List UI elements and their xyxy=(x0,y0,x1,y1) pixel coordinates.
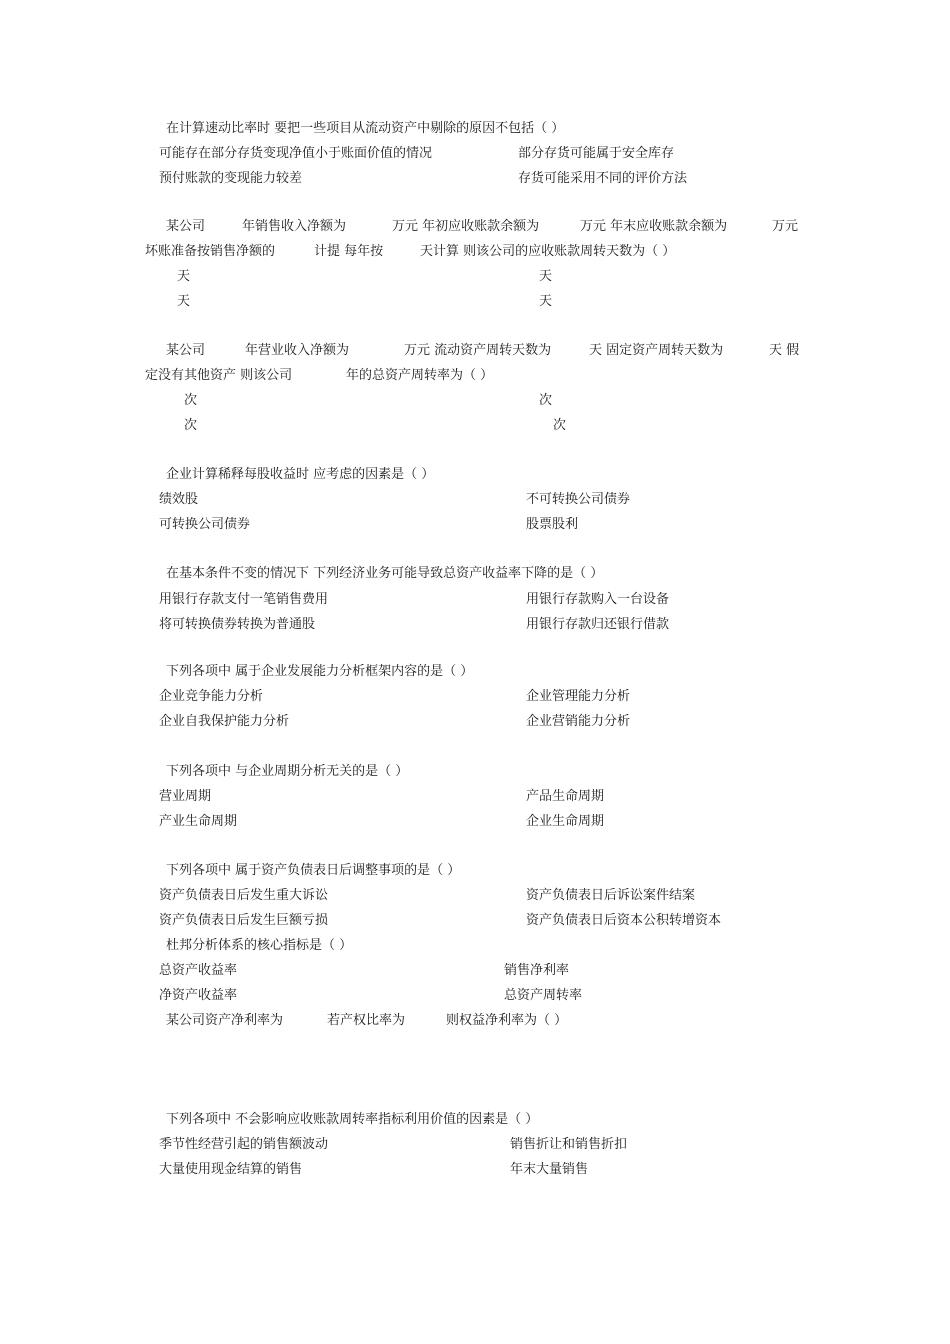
question-4-option-a: 绩效股 xyxy=(159,492,199,507)
question-2-stem-part: 万元 年末应收账款余额为 xyxy=(580,219,728,234)
question-11-stem: 下列各项中 不会影响应收账款周转率指标利用价值的因素是（ ） xyxy=(166,1112,539,1127)
question-8-stem: 下列各项中 属于资产负债表日后调整事项的是（ ） xyxy=(166,863,461,878)
question-3-stem-part: 万元 流动资产周转天数为 xyxy=(404,343,552,358)
question-8-option-b: 资产负债表日后诉讼案件结案 xyxy=(526,888,696,903)
question-7-stem: 下列各项中 与企业周期分析无关的是（ ） xyxy=(166,764,409,779)
question-5-option-b: 用银行存款购入一台设备 xyxy=(526,592,670,607)
question-1-option-b: 部分存货可能属于安全库存 xyxy=(518,146,675,161)
question-10-stem-part: 若产权比率为 xyxy=(327,1013,406,1028)
question-6-option-b: 企业管理能力分析 xyxy=(526,689,631,704)
question-2-option-a: 天 xyxy=(177,269,191,284)
question-3-stem-part: 年的总资产周转率为（ ） xyxy=(346,368,494,383)
question-4-option-d: 股票股利 xyxy=(526,517,579,532)
question-3-stem-part: 天 固定资产周转天数为 xyxy=(589,343,724,358)
question-1-option-a: 可能存在部分存货变现净值小于账面价值的情况 xyxy=(159,146,433,161)
question-5-stem: 在基本条件不变的情况下 下列经济业务可能导致总资产收益率下降的是（ ） xyxy=(166,566,604,581)
question-7-option-a: 营业周期 xyxy=(159,789,212,804)
question-4-option-b: 不可转换公司债券 xyxy=(526,492,631,507)
question-10-stem-part: 则权益净利率为（ ） xyxy=(446,1013,568,1028)
question-3-stem-part: 某公司 xyxy=(166,343,206,358)
question-2-stem-part: 年销售收入净额为 xyxy=(242,219,347,234)
question-7-option-d: 企业生命周期 xyxy=(526,814,605,829)
question-3-option-d: 次 xyxy=(553,418,567,433)
question-2-stem-part: 计提 每年按 xyxy=(314,244,384,259)
question-1-option-c: 预付账款的变现能力较差 xyxy=(159,171,303,186)
question-7-option-b: 产品生命周期 xyxy=(526,789,605,804)
question-2-option-b: 天 xyxy=(539,269,553,284)
question-9-stem: 杜邦分析体系的核心指标是（ ） xyxy=(166,938,353,953)
question-11-option-a: 季节性经营引起的销售额波动 xyxy=(159,1137,329,1152)
question-1-stem: 在计算速动比率时 要把一些项目从流动资产中剔除的原因不包括（ ） xyxy=(166,121,565,136)
question-8-option-d: 资产负债表日后资本公积转增资本 xyxy=(526,913,722,928)
question-11-option-b: 销售折让和销售折扣 xyxy=(510,1137,628,1152)
question-2-option-c: 天 xyxy=(177,294,191,309)
question-2-stem-part: 某公司 xyxy=(166,219,206,234)
question-3-stem-part: 天 假 xyxy=(769,343,800,358)
question-2-option-d: 天 xyxy=(539,294,553,309)
question-3-stem-part: 年营业收入净额为 xyxy=(245,343,350,358)
question-9-option-c: 净资产收益率 xyxy=(159,988,238,1003)
question-5-option-c: 将可转换债券转换为普通股 xyxy=(159,617,316,632)
question-10-stem-part: 某公司资产净利率为 xyxy=(166,1013,284,1028)
question-5-option-a: 用银行存款支付一笔销售费用 xyxy=(159,592,329,607)
question-3-option-a: 次 xyxy=(184,393,198,408)
question-7-option-c: 产业生命周期 xyxy=(159,814,238,829)
question-3-option-b: 次 xyxy=(539,393,553,408)
question-2-stem-part: 坏账准备按销售净额的 xyxy=(145,244,276,259)
question-11-option-d: 年末大量销售 xyxy=(510,1162,589,1177)
question-5-option-d: 用银行存款归还银行借款 xyxy=(526,617,670,632)
question-2-stem-part: 天计算 则该公司的应收账款周转天数为（ ） xyxy=(420,244,676,259)
question-2-stem-part: 万元 年初应收账款余额为 xyxy=(392,219,540,234)
question-4-option-c: 可转换公司债券 xyxy=(159,517,251,532)
question-8-option-c: 资产负债表日后发生巨额亏损 xyxy=(159,913,329,928)
question-9-option-a: 总资产收益率 xyxy=(159,963,238,978)
question-2-stem-part: 万元 xyxy=(772,219,799,234)
question-6-option-c: 企业自我保护能力分析 xyxy=(159,714,290,729)
question-6-stem: 下列各项中 属于企业发展能力分析框架内容的是（ ） xyxy=(166,664,474,679)
question-8-option-a: 资产负债表日后发生重大诉讼 xyxy=(159,888,329,903)
question-3-stem-part: 定没有其他资产 则该公司 xyxy=(145,368,293,383)
question-11-option-c: 大量使用现金结算的销售 xyxy=(159,1162,303,1177)
question-3-option-c: 次 xyxy=(184,418,198,433)
question-9-option-d: 总资产周转率 xyxy=(504,988,583,1003)
question-6-option-d: 企业营销能力分析 xyxy=(526,714,631,729)
question-4-stem: 企业计算稀释每股收益时 应考虑的因素是（ ） xyxy=(166,467,435,482)
question-1-option-d: 存货可能采用不同的评价方法 xyxy=(518,171,688,186)
question-9-option-b: 销售净利率 xyxy=(504,963,570,978)
question-6-option-a: 企业竞争能力分析 xyxy=(159,689,264,704)
